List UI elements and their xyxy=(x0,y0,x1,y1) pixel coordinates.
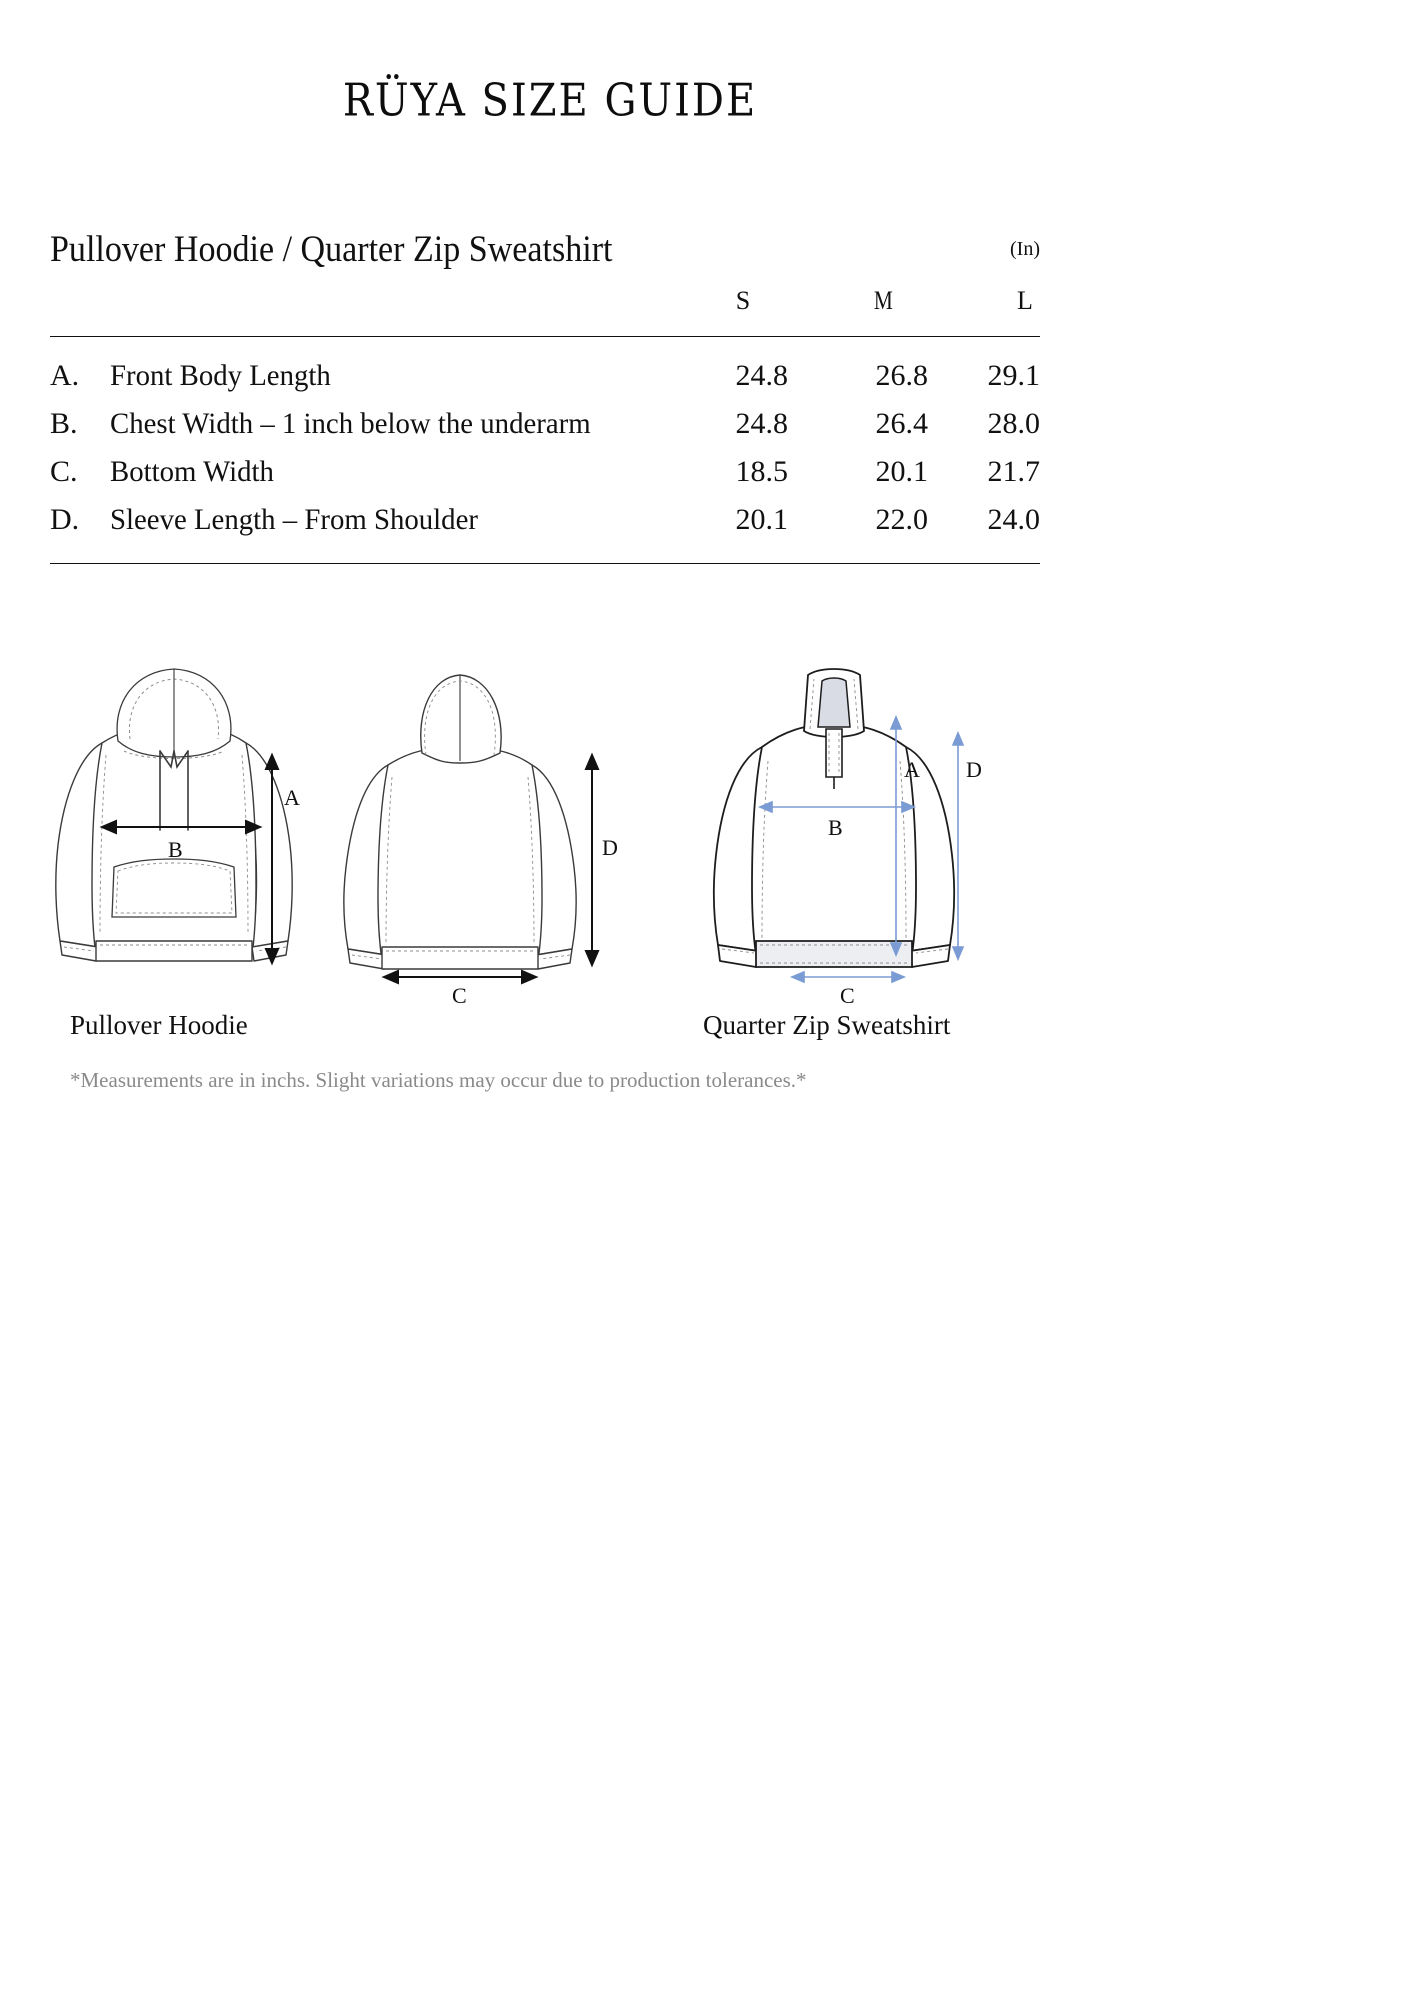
row-letter: D. xyxy=(50,503,80,536)
hoodie-front-marker-a: A xyxy=(284,785,300,810)
row-value-l: 21.7 xyxy=(987,455,1040,488)
table-row xyxy=(50,407,1040,455)
row-description: Front Body Length xyxy=(110,359,331,392)
size-column-headers xyxy=(50,286,1040,328)
hoodie-front-marker-b: B xyxy=(168,837,183,862)
row-letter: B. xyxy=(50,407,78,440)
hoodie-front-illustration xyxy=(40,655,320,985)
row-value-m: 20.1 xyxy=(875,455,928,488)
caption-quarter-zip: Quarter Zip Sweatshirt xyxy=(703,1010,951,1040)
size-header-m xyxy=(838,286,928,316)
table-rule-bottom xyxy=(50,563,1040,564)
size-header-m-glyph: M xyxy=(874,286,892,315)
caption-pullover-hoodie: Pullover Hoodie xyxy=(70,1010,248,1040)
row-value-l: 29.1 xyxy=(987,359,1040,392)
row-value-s: 18.5 xyxy=(735,455,788,488)
size-header-l: L xyxy=(1017,286,1033,315)
hoodie-back-illustration xyxy=(330,655,630,1008)
hoodie-back-marker-d: D xyxy=(602,835,618,860)
footnote-text: *Measurements are in inchs. Slight variations may occur due to production tolerances.* xyxy=(70,1068,807,1092)
row-value-m: 26.4 xyxy=(875,407,928,440)
row-description: Bottom Width xyxy=(110,455,274,488)
table-row xyxy=(50,503,1040,551)
row-value-l: 28.0 xyxy=(987,407,1040,440)
page-title: RÜYA SIZE GUIDE xyxy=(342,75,758,127)
row-description: Sleeve Length – From Shoulder xyxy=(110,503,478,536)
row-value-s: 20.1 xyxy=(735,503,788,536)
quarter-zip-marker-c: C xyxy=(840,983,855,1008)
hoodie-back-marker-c: C xyxy=(452,983,467,1008)
measurement-table xyxy=(50,228,1040,564)
table-row xyxy=(50,359,1040,407)
row-value-s: 24.8 xyxy=(735,359,788,392)
row-letter: C. xyxy=(50,455,78,488)
quarter-zip-illustration xyxy=(700,655,1000,1008)
row-description: Chest Width – 1 inch below the underarm xyxy=(110,407,591,440)
table-row xyxy=(50,455,1040,503)
unit-label: (In) xyxy=(1010,238,1040,260)
row-value-l: 24.0 xyxy=(987,503,1040,536)
quarter-zip-marker-d: D xyxy=(966,757,982,782)
row-value-m: 26.8 xyxy=(875,359,928,392)
table-body xyxy=(50,337,1040,551)
row-letter: A. xyxy=(50,359,80,392)
table-header-row xyxy=(50,228,1040,274)
quarter-zip-marker-a: A xyxy=(904,757,920,782)
garment-illustrations xyxy=(0,655,1100,1015)
table-heading: Pullover Hoodie / Quarter Zip Sweatshirt xyxy=(50,229,613,270)
quarter-zip-marker-b: B xyxy=(828,815,843,840)
size-header-s: S xyxy=(735,286,751,315)
row-value-m: 22.0 xyxy=(875,503,928,536)
row-value-s: 24.8 xyxy=(735,407,788,440)
